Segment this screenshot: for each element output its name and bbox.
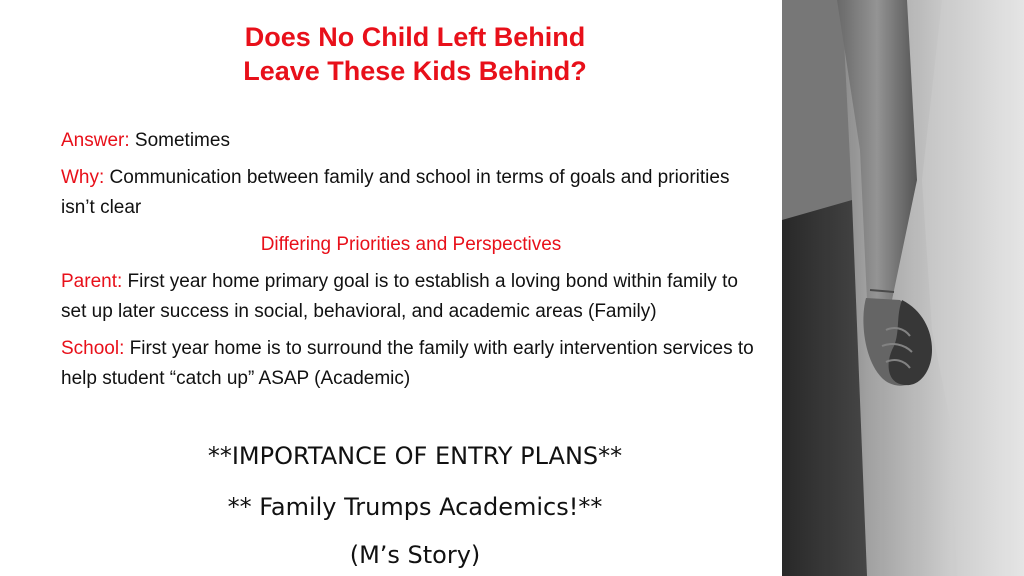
parent-text: First year home primary goal is to establish a loving bond within family to set up later success in social, behavioral, and academic areas (Family) [61,271,738,322]
slide-body [61,126,761,401]
subheading: Differing Priorities and Perspectives [260,234,562,255]
title-line-2: Leave These Kids Behind? [243,56,587,86]
answer-label: Answer: [61,130,130,151]
parent-paragraph [61,267,761,327]
family-trumps-emphasis: ** Family Trumps Academics!** [227,493,603,521]
school-paragraph [61,334,761,394]
why-text: Communication between family and school in terms of goals and priorities isn’t clear [61,167,730,218]
school-text: First year home is to surround the family with early intervention services to help student “catch up” ASAP (Academic) [61,338,754,389]
slide-title [120,20,710,88]
holding-hands-illustration [782,0,1024,576]
holding-hands-photo [782,0,1024,576]
answer-paragraph [61,126,761,156]
title-line-1: Does No Child Left Behind [244,22,586,52]
school-label: School: [61,338,125,359]
parent-label: Parent: [61,271,123,292]
entry-plans-emphasis: **IMPORTANCE OF ENTRY PLANS** [207,442,623,470]
why-label: Why: [61,167,105,188]
ms-story-note: (M’s Story) [349,541,481,569]
why-paragraph [61,163,761,223]
answer-text: Sometimes [129,130,230,151]
